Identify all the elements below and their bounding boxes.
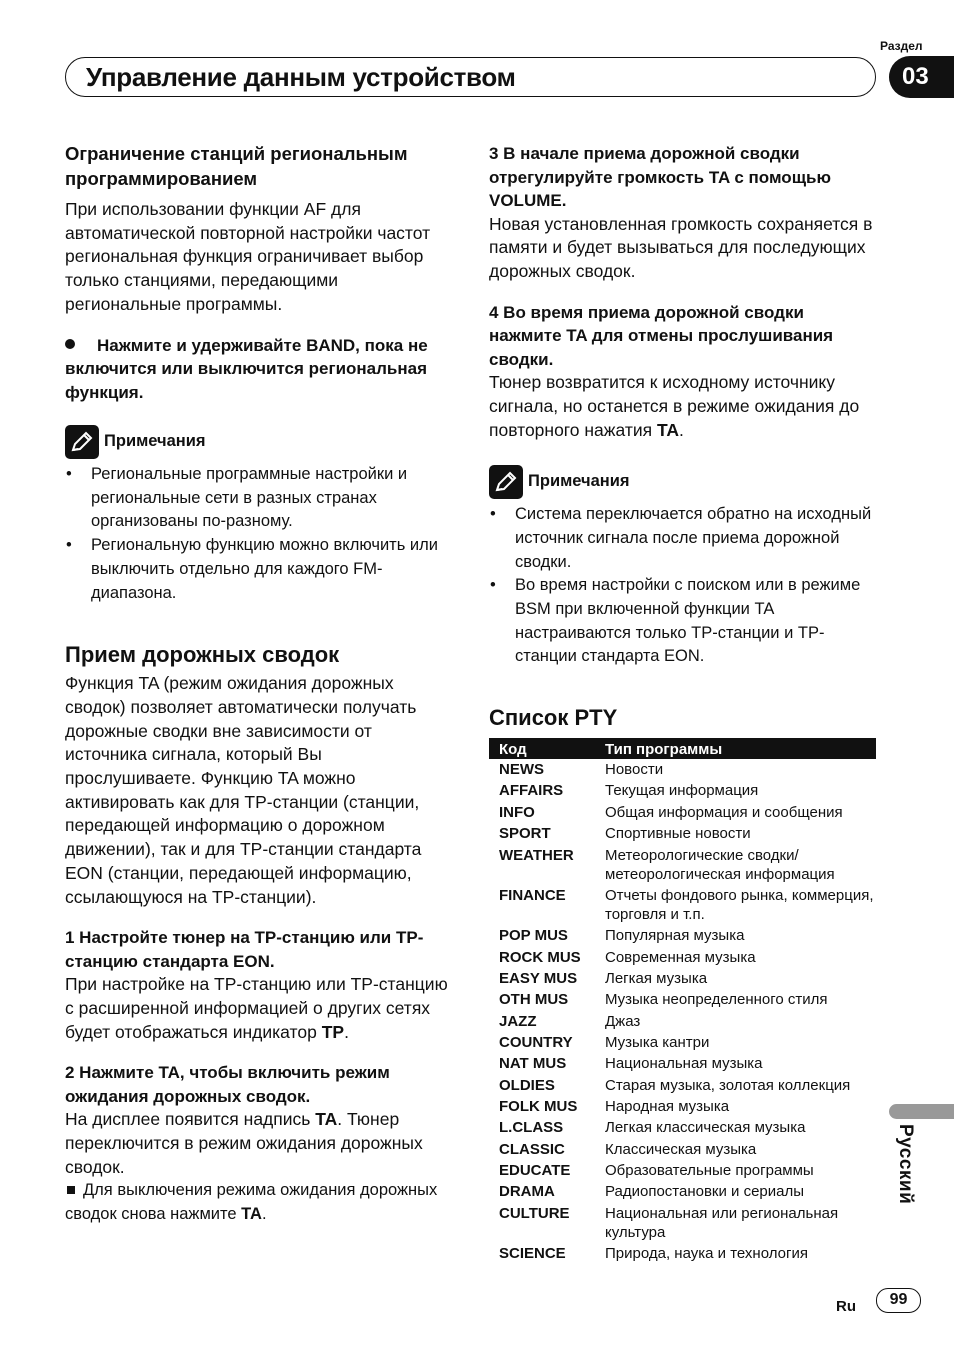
step1-title: 1 Настройте тюнер на TP-станцию или TP-станцию стандарта EON. <box>65 928 424 971</box>
pty-code: AFFAIRS <box>499 782 564 800</box>
language-tab <box>889 1104 954 1119</box>
pty-code: NAT MUS <box>499 1055 567 1073</box>
step4-text-a: Тюнер возвратится к исходному источнику сигнала, но останется в режиме ожидания до повторного нажатия <box>489 372 860 440</box>
pty-description: Образовательные программы <box>605 1161 814 1179</box>
pty-code: CLASSIC <box>499 1140 565 1158</box>
table-row <box>489 1139 876 1160</box>
table-header-code: Код <box>489 738 599 759</box>
pty-description: Метеорологические сводки/ метеорологическая информация <box>605 846 835 883</box>
notes-header <box>65 425 455 459</box>
step1-text <box>65 973 455 1044</box>
pty-description: Общая информация и сообщения <box>605 803 843 821</box>
table-row <box>489 1032 876 1053</box>
section-number-badge: 03 <box>889 56 954 98</box>
step2-subnote <box>65 1179 455 1226</box>
page-title: Управление данным устройством <box>86 62 516 92</box>
step3-text: Новая установленная громкость сохраняется в памяти и будет вызываться для последующих дорожных сводок. <box>489 213 873 281</box>
table-row <box>489 823 876 844</box>
step2-sub-bold: TA <box>241 1205 262 1224</box>
section-label: Раздел <box>880 39 923 53</box>
pty-description: Старая музыка, золотая коллекция <box>605 1076 851 1094</box>
step4-text-b: . <box>679 419 684 440</box>
step2-sub-a: Для выключения режима ожидания дорожных сводок снова нажмите <box>65 1181 438 1224</box>
pty-code: COUNTRY <box>499 1033 573 1051</box>
step2-sub-b: . <box>261 1205 267 1224</box>
table-row <box>489 845 876 885</box>
pty-description: Современная музыка <box>605 948 756 966</box>
regional-action <box>65 334 455 405</box>
pty-description: Классическая музыка <box>605 1140 757 1158</box>
pty-code: CULTURE <box>499 1204 570 1222</box>
notes-title: Примечания <box>104 432 206 451</box>
language-label: Русский <box>895 1124 916 1205</box>
ta-text: Функция TA (режим ожидания дорожных сводок) позволяет автоматически получать дорожные сводки вне зависимости от источника сигнала, который Вы прослушиваете. Функцию TA можно активировать как для TP-станции (станции, передающей информацию о дорожном движении), так и для TP-станции стандарта EON (станции, передающей информацию, ссылающуюся на TP-станции). <box>65 673 422 907</box>
step1-text-bold: TP <box>321 1021 345 1042</box>
page-title-box <box>65 57 876 97</box>
step2-text-a: На дисплее появится надпись <box>65 1109 316 1130</box>
step3-title: 3 В начале приема дорожной сводки отрегулируйте громкость TA с помощью VOLUME. <box>489 144 832 210</box>
pty-code: SPORT <box>499 825 551 843</box>
pty-code: INFO <box>499 803 535 821</box>
table-header-row <box>489 738 876 759</box>
pty-code: DRAMA <box>499 1183 555 1201</box>
step4-title: 4 Во время приема дорожной сводки нажмите TA для отмены прослушивания сводки. <box>489 302 834 369</box>
note-item: • Система переключается обратно на исходный источник сигнала после приема дорожной сводки. <box>489 503 879 574</box>
step2-text <box>65 1108 455 1179</box>
right-column <box>489 142 879 1264</box>
table-row <box>489 1160 876 1181</box>
regional-text: При использовании функции AF для автоматической повторной настройки частот региональная функция ограничивает выбор только станциями, передающими региональные программы. <box>65 199 431 314</box>
notes-header <box>489 465 879 499</box>
pty-description: Текущая информация <box>605 782 759 800</box>
pty-description: Отчеты фондового рынка, коммерция, торговля и т.п. <box>605 886 874 923</box>
pty-code: FINANCE <box>499 886 566 904</box>
pty-description: Народная музыка <box>605 1097 730 1115</box>
table-row <box>489 780 876 801</box>
table-row <box>489 1096 876 1117</box>
pty-description: Спортивные новости <box>605 825 751 843</box>
pty-code: SCIENCE <box>499 1245 566 1263</box>
pty-code: ROCK MUS <box>499 948 581 966</box>
pty-description: Популярная музыка <box>605 927 745 945</box>
table-row <box>489 759 876 780</box>
pty-code: WEATHER <box>499 846 574 864</box>
pty-description: Природа, наука и технология <box>605 1245 808 1263</box>
pty-description: Радиопостановки и сериалы <box>605 1183 805 1201</box>
pty-code: POP MUS <box>499 927 568 945</box>
step2-title: 2 Нажмите TA, чтобы включить режим ожидания дорожных сводок. <box>65 1063 390 1106</box>
pencil-note-icon <box>65 425 99 459</box>
regional-action-text: Нажмите и удерживайте BAND, пока не включится или выключится региональная функция. <box>65 335 428 402</box>
page-number: 99 <box>876 1288 921 1313</box>
pty-code: OLDIES <box>499 1076 555 1094</box>
step1-text-b: . <box>344 1021 349 1042</box>
step4-text <box>489 371 879 442</box>
pty-description: Новости <box>605 761 664 779</box>
step2-text-b: . Тюнер переключится в режим ожидания дорожных сводок. <box>65 1109 423 1177</box>
table-row <box>489 947 876 968</box>
step2-text-bold: TA <box>315 1109 338 1130</box>
pty-code: EDUCATE <box>499 1161 571 1179</box>
step1-text-a: При настройке на TP-станцию или TP-станцию с расширенной информацией о других сетях будет отображаться индикатор <box>65 974 448 1042</box>
footer-language-code: Ru <box>836 1298 856 1315</box>
table-row <box>489 968 876 989</box>
pty-table <box>489 738 876 1264</box>
pty-code: NEWS <box>499 761 544 779</box>
notes-title: Примечания <box>528 472 630 491</box>
table-row <box>489 925 876 946</box>
pty-code: EASY MUS <box>499 969 578 987</box>
pty-code: FOLK MUS <box>499 1097 578 1115</box>
table-header-type: Тип программы <box>599 738 876 759</box>
table-row <box>489 1181 876 1202</box>
pty-description: Легкая классическая музыка <box>605 1119 806 1137</box>
table-row <box>489 802 876 823</box>
table-row <box>489 989 876 1010</box>
pty-description: Музыка кантри <box>605 1033 710 1051</box>
step4-text-bold: TA <box>656 419 680 440</box>
bullet-dot-icon <box>65 339 75 349</box>
note-item: • Региональные программные настройки и региональные сети в разных странах организованы по-разному. <box>65 463 455 534</box>
notes-list <box>489 503 879 669</box>
table-row <box>489 1243 876 1264</box>
pty-description: Национальная музыка <box>605 1055 763 1073</box>
table-row <box>489 1117 876 1138</box>
pty-code: L.CLASS <box>499 1119 564 1137</box>
table-row <box>489 1203 876 1243</box>
pty-description: Легкая музыка <box>605 969 708 987</box>
square-bullet-icon <box>67 1186 75 1194</box>
note-item: • Во время настройки с поиском или в режиме BSM при включенной функции TA настраиваются только TP-станции и TP-станции стандарта EON. <box>489 574 879 669</box>
left-column <box>65 142 455 1227</box>
ta-heading: Прием дорожных сводок <box>65 642 340 668</box>
pty-heading: Список PTY <box>489 705 618 731</box>
table-row <box>489 1011 876 1032</box>
pencil-note-icon <box>489 465 523 499</box>
pty-description: Джаз <box>605 1012 641 1030</box>
pty-code: OTH MUS <box>499 991 569 1009</box>
regional-heading: Ограничение станций региональным программированием <box>65 143 408 189</box>
notes-list <box>65 463 455 605</box>
pty-description: Национальная или региональная культура <box>605 1204 839 1241</box>
table-row <box>489 1053 876 1074</box>
pty-code: JAZZ <box>499 1012 537 1030</box>
note-item: • Региональную функцию можно включить или выключить отдельно для каждого FM-диапазона. <box>65 534 455 605</box>
pty-description: Музыка неопределенного стиля <box>605 991 828 1009</box>
table-row <box>489 885 876 925</box>
table-row <box>489 1075 876 1096</box>
